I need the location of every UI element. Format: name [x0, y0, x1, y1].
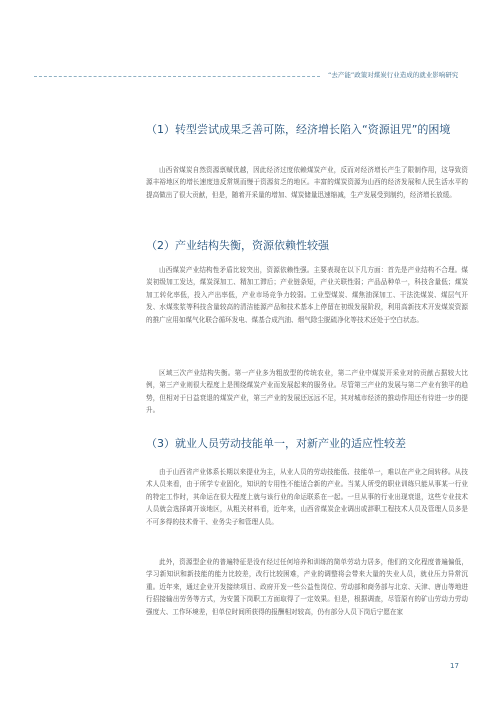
- section-1-paragraph-1: 山西省煤炭自然资源禀赋优越，因此经济过度依赖煤炭产业，反而对经济增长产生了限制作用，这导致资源丰裕地区的增长速度违反常规而慢于资源贫乏的地区。丰富的煤炭资源为山西的经济发展和人民生活水平的提高做出了很大贡献，但是，随着开采量的增加、煤炭储量迅速缩减，生产发展受到制约，经济增长放缓。: [146, 166, 468, 199]
- section-1-title: （1）转型尝试成果乏善可陈，经济增长陷入“资源诅咒”的困境: [146, 123, 451, 136]
- section-2-paragraph-2: 区域三次产业结构失衡。第一产业多为粗放型的传统农业，第二产业中煤炭开采业对的贡献占据较大比例，第三产业则很大程度上是围绕煤炭产业而发展起来的服务业。尽管第三产业的发展与第二产业有独平的趋势，但相对于日益衰退的煤炭产业，第三产业的发展还远远不足，其对城市经济的推动作用还有待进一步的提升。: [146, 369, 468, 415]
- section-2-paragraph-1: 山西煤炭产业结构性矛盾比较突出，资源依赖性强。主要表现在以下几方面：首先是产业结构不合理。煤炭初级加工发达，煤炭深加工、精加工滞后；产业链条短，产业关联性弱；产品品种单一，科技含量低；煤炭加工转化率低，投入产出率低，产业市场竞争力较弱。工业型煤炭、煤焦油深加工、干法洗煤炭、煤层气开发、水煤浆浆等科技含量较高的清洁能源产品和技术基本上停留在初级发展阶段，利用高新技术开发煤炭资源的推广应用如煤气化联合循环发电、煤基合成汽油、烟气除尘脱硫净化等技术还处于空白状态。: [146, 266, 468, 324]
- section-3-paragraph-2: 此外，资源型企业的普遍特征是没有经过任何培养和训练的简单劳动力居多，他们的文化程度普遍偏低，学习新知识和新技能的能力比较差，改行比较困难，产业的调整将会带来大量的失业人员，就业压力异常沉重。近年来，通过企业开发接续项目、政府开发一些公益性岗位、劳动部和商务部与北京、天津、唐山等地进行招接输出劳务等方式，为安置下岗职工方面取得了一定效果。但是，根据调查，尽管原有的矿山劳动力劳动强度大、工作环境差，但单位时间所获得的报酬相对较高，仍有部分人员下岗后宁愿在家: [146, 558, 468, 616]
- section-2-title: （2）产业结构失衡，资源依赖性较强: [146, 239, 329, 252]
- header-divider: [34, 76, 320, 77]
- running-header: “去产能”政策对煤炭行业造成的就业影响研究: [328, 71, 459, 79]
- section-3-paragraph-1: 由于山西省产业体系长期以来提业为主，从业人员的劳动技能低、技能单一，难以在产业之间转移。从技术人员来看，由于所学专业固化，知识的专用性不能适合新的产业。当某人所受的职业训练只能从事某一行业的特定工作时，其命运在很大程度上就与该行业的命运联系在一起。一旦从事的行业出现衰退，这些专业技术人员就会选择离开该地区，从粗关材料看，近年来，山西省煤炭企业调出或辞职工程技术人员及管理人员多是不可多得的技术骨干、业务尖子和管理人员。: [146, 468, 468, 526]
- section-3-title: （3）就业人员劳动技能单一，对新产业的适应性较差: [146, 437, 406, 450]
- page-number: 17: [450, 662, 459, 670]
